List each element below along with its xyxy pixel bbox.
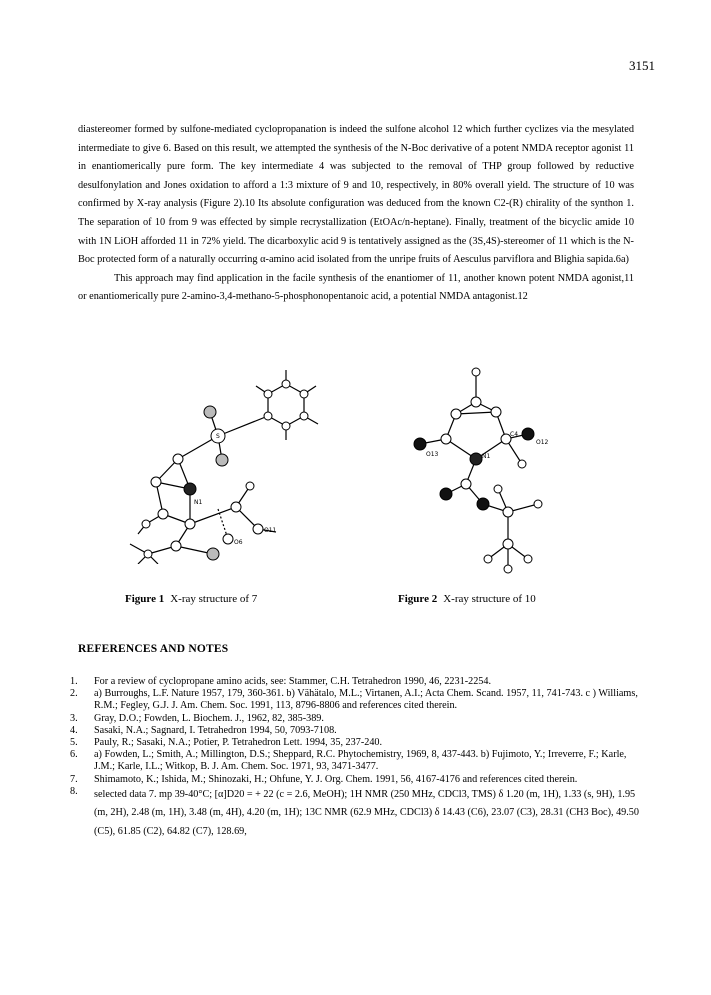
reference-item: 3. Gray, D.O.; Fowden, L. Biochem. J., 1962, 82, 385-389. — [70, 712, 324, 724]
body-text — [78, 121, 634, 307]
reference-item: 5. Pauly, R.; Sasaki, N.A.; Potier, P. Tetrahedron Lett. 1994, 35, 237-240. — [70, 737, 383, 749]
paragraph-1: diastereomer formed by sulfone-mediated cyclopropanation is indeed the sulfone alcohol 12 which further cyclizes via the mesylated intermediate to give 6. Based on this result, we attempted the synthesis of the N-Boc derivative of a potent NMDA receptor agonist 11 in enantiomerically pure form. The key intermediate 4 was subjected to the removal of THP group followed by reductive desulfonylation and Jones oxidation to afford a 1:3 mixture of 9 and 10, respectively, in 80% overall yield. The structure of 10 was confirmed by X-ray analysis (Figure 2).10 Its absolute configuration was deduced from the known C2-(R) chirality of the synthon 1. The separation of 10 from 9 was effected by simple recrystallization (EtOAc/n-heptane). Finally, treatment of the bicyclic amide 10 with 1N LiOH afforded 11 in 72% yield. The dicarboxylic acid 9 is tentatively assigned as the (3S,4S)-stereomer of 11 which is the N-Boc protected form of a naturally occurring α-amino acid isolated from the unripe fruits of Aesculus parviflora and Blighia sapida.6a) — [78, 124, 634, 266]
page-number: 3151 — [629, 58, 655, 73]
atom-label-s: S — [216, 433, 220, 440]
atom-label-o11: O11 — [264, 527, 277, 534]
atom-label-n1: N1 — [194, 499, 203, 506]
figures-area — [78, 364, 634, 614]
figure-1-label: Figure 1 — [125, 593, 165, 605]
atom-label-o6: O6 — [234, 539, 243, 546]
figure-2-caption-text: X-ray structure of 10 — [443, 593, 536, 605]
figure-2-xray-structure — [398, 364, 558, 574]
references-heading: REFERENCES AND NOTES — [78, 643, 229, 655]
atom-label-c4: C4 — [510, 431, 519, 438]
atom-label-o13: O13 — [426, 451, 439, 458]
figure-2-label: Figure 2 — [398, 593, 438, 605]
reference-item: 2. a) Burroughs, L.F. Nature 1957, 179, 360-361. b) Vähätalo, M.L.; Virtanen, A.I.; Acta Chem. Scand. 1957, 11, 741-743. c ) Williams, R.M.; Fegley, G.J. J. Am. Chem. Soc. 1991, 113, 8796-8806 and references cited therein. — [70, 688, 638, 712]
reference-item: 4. Sasaki, N.A.; Sagnard, I. Tetrahedron 1994, 50, 7093-7108. — [70, 724, 337, 736]
atom-label-n1: N1 — [482, 453, 491, 460]
figure-1-xray-structure — [118, 364, 338, 564]
reference-item: 7. Shimamoto, K.; Ishida, M.; Shinozaki, H.; Ohfune, Y. J. Org. Chem. 1991, 56, 4167-4176 and references cited therein. — [70, 773, 578, 785]
figure-1-caption-text: X-ray structure of 7 — [170, 593, 258, 605]
figure-1-caption — [125, 593, 257, 605]
reference-item: 8. selected data 7. mp 39-40°C; [α]D20 = + 22 (c = 2.6, MeOH); 1H NMR (250 MHz, CDCl3, TMS) δ 1.20 (m, 1H), 1.33 (s, 9H), 1.95 (m, 2H), 2.48 (m, 1H), 3.48 (m, 4H), 4.20 (m, 1H); 13C NMR (62.9 MHz, CDCl3) δ 14.43 (C6), 23.07 (C3), 28.31 (CH3 Boc), 49.50 (C5), 61.85 (C2), 64.82 (C7), 128.69, — [70, 785, 639, 837]
reference-item: 1. For a review of cyclopropane amino acids, see: Stammer, C.H. Tetrahedron 1990, 46, 2231-2254. — [70, 676, 492, 687]
atom-label-o12: O12 — [536, 439, 549, 446]
references-list — [70, 676, 640, 841]
paragraph-2: This approach may find application in the facile synthesis of the enantiomer of 11, another known potent NMDA agonist,11 or enantiomerically pure 2-amino-3,4-methano-5-phosphonopentanoic acid, a potential NMDA antagonist.12 — [78, 272, 634, 303]
figure-2-caption — [398, 593, 536, 605]
reference-item: 6. a) Fowden, L.; Smith, A.; Millington, D.S.; Sheppard, R.C. Phytochemistry, 1969, 8, 437-443. b) Fujimoto, Y.; Irreverre, F.; Karle, J.M.; Karle, I.L.; Witkop, B. J. Am. Chem. Soc. 1971, 93, 3471-3477. — [70, 749, 627, 773]
